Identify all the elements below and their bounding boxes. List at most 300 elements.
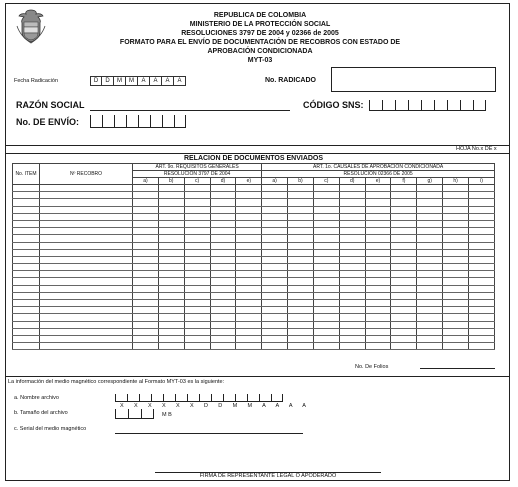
- table-cell[interactable]: [184, 213, 210, 220]
- table-cell[interactable]: [210, 264, 236, 271]
- table-cell[interactable]: [288, 278, 314, 285]
- table-cell[interactable]: [262, 264, 288, 271]
- table-cell[interactable]: [339, 199, 365, 206]
- table-cell[interactable]: [468, 328, 494, 335]
- table-cell[interactable]: [339, 185, 365, 192]
- table-cell[interactable]: [40, 335, 133, 342]
- table-cell[interactable]: [288, 213, 314, 220]
- table-cell[interactable]: [262, 249, 288, 256]
- table-cell[interactable]: [13, 228, 40, 235]
- table-cell[interactable]: [184, 335, 210, 342]
- table-cell[interactable]: [443, 213, 469, 220]
- table-cell[interactable]: [262, 242, 288, 249]
- table-cell[interactable]: [184, 235, 210, 242]
- table-cell[interactable]: [288, 228, 314, 235]
- table-cell[interactable]: [365, 213, 391, 220]
- table-cell[interactable]: [391, 256, 417, 263]
- table-cell[interactable]: [262, 228, 288, 235]
- table-cell[interactable]: [417, 343, 443, 350]
- table-cell[interactable]: [313, 278, 339, 285]
- table-cell[interactable]: [13, 321, 40, 328]
- table-cell[interactable]: [13, 206, 40, 213]
- table-cell[interactable]: [184, 228, 210, 235]
- table-cell[interactable]: [40, 242, 133, 249]
- table-cell[interactable]: [443, 292, 469, 299]
- table-cell[interactable]: [443, 228, 469, 235]
- table-cell[interactable]: [313, 242, 339, 249]
- table-cell[interactable]: [210, 300, 236, 307]
- table-cell[interactable]: [262, 199, 288, 206]
- table-cell[interactable]: [468, 242, 494, 249]
- table-cell[interactable]: [210, 235, 236, 242]
- table-cell[interactable]: [210, 228, 236, 235]
- table-cell[interactable]: [13, 264, 40, 271]
- table-cell[interactable]: [40, 235, 133, 242]
- table-cell[interactable]: [13, 285, 40, 292]
- table-cell[interactable]: [40, 192, 133, 199]
- table-cell[interactable]: [313, 249, 339, 256]
- table-cell[interactable]: [158, 199, 184, 206]
- table-cell[interactable]: [417, 314, 443, 321]
- table-cell[interactable]: [417, 264, 443, 271]
- table-cell[interactable]: [391, 271, 417, 278]
- table-cell[interactable]: [288, 343, 314, 350]
- table-cell[interactable]: [313, 335, 339, 342]
- table-cell[interactable]: [236, 321, 262, 328]
- table-cell[interactable]: [443, 335, 469, 342]
- table-cell[interactable]: [184, 328, 210, 335]
- table-cell[interactable]: [133, 192, 159, 199]
- table-cell[interactable]: [288, 307, 314, 314]
- table-cell[interactable]: [288, 206, 314, 213]
- table-cell[interactable]: [133, 314, 159, 321]
- table-cell[interactable]: [133, 220, 159, 227]
- table-cell[interactable]: [13, 300, 40, 307]
- table-cell[interactable]: [288, 285, 314, 292]
- table-cell[interactable]: [262, 256, 288, 263]
- table-cell[interactable]: [210, 220, 236, 227]
- table-cell[interactable]: [133, 185, 159, 192]
- table-cell[interactable]: [262, 285, 288, 292]
- table-cell[interactable]: [313, 213, 339, 220]
- table-cell[interactable]: [210, 321, 236, 328]
- table-cell[interactable]: [391, 264, 417, 271]
- table-cell[interactable]: [40, 228, 133, 235]
- table-cell[interactable]: [288, 199, 314, 206]
- table-cell[interactable]: [417, 321, 443, 328]
- table-cell[interactable]: [365, 335, 391, 342]
- table-cell[interactable]: [391, 192, 417, 199]
- table-cell[interactable]: [468, 199, 494, 206]
- table-cell[interactable]: [210, 335, 236, 342]
- table-cell[interactable]: [236, 249, 262, 256]
- table-cell[interactable]: [443, 199, 469, 206]
- table-cell[interactable]: [40, 307, 133, 314]
- table-cell[interactable]: [236, 328, 262, 335]
- table-cell[interactable]: [133, 235, 159, 242]
- table-cell[interactable]: [40, 328, 133, 335]
- table-cell[interactable]: [288, 185, 314, 192]
- table-cell[interactable]: [133, 228, 159, 235]
- table-cell[interactable]: [391, 285, 417, 292]
- table-cell[interactable]: [262, 213, 288, 220]
- table-cell[interactable]: [417, 300, 443, 307]
- table-cell[interactable]: [288, 271, 314, 278]
- table-cell[interactable]: [339, 249, 365, 256]
- table-cell[interactable]: [40, 292, 133, 299]
- table-cell[interactable]: [158, 220, 184, 227]
- table-cell[interactable]: [158, 235, 184, 242]
- table-cell[interactable]: [443, 278, 469, 285]
- table-cell[interactable]: [391, 328, 417, 335]
- table-cell[interactable]: [210, 242, 236, 249]
- table-cell[interactable]: [365, 321, 391, 328]
- table-cell[interactable]: [236, 185, 262, 192]
- table-cell[interactable]: [313, 199, 339, 206]
- table-cell[interactable]: [313, 220, 339, 227]
- table-cell[interactable]: [391, 213, 417, 220]
- nombre-archivo-field[interactable]: [115, 394, 283, 402]
- table-cell[interactable]: [236, 264, 262, 271]
- table-cell[interactable]: [417, 335, 443, 342]
- table-cell[interactable]: [391, 300, 417, 307]
- table-cell[interactable]: [210, 278, 236, 285]
- table-cell[interactable]: [468, 321, 494, 328]
- table-cell[interactable]: [313, 321, 339, 328]
- table-cell[interactable]: [417, 285, 443, 292]
- table-cell[interactable]: [13, 328, 40, 335]
- table-cell[interactable]: [13, 192, 40, 199]
- table-cell[interactable]: [339, 278, 365, 285]
- table-cell[interactable]: [417, 328, 443, 335]
- table-cell[interactable]: [313, 228, 339, 235]
- table-cell[interactable]: [184, 192, 210, 199]
- table-cell[interactable]: [288, 321, 314, 328]
- table-cell[interactable]: [236, 271, 262, 278]
- table-cell[interactable]: [13, 307, 40, 314]
- table-cell[interactable]: [313, 285, 339, 292]
- table-cell[interactable]: [417, 185, 443, 192]
- table-cell[interactable]: [133, 307, 159, 314]
- table-cell[interactable]: [13, 278, 40, 285]
- table-cell[interactable]: [158, 300, 184, 307]
- table-cell[interactable]: [262, 271, 288, 278]
- table-cell[interactable]: [443, 206, 469, 213]
- table-cell[interactable]: [365, 249, 391, 256]
- table-cell[interactable]: [443, 307, 469, 314]
- table-cell[interactable]: [236, 300, 262, 307]
- table-cell[interactable]: [365, 185, 391, 192]
- table-cell[interactable]: [313, 328, 339, 335]
- table-cell[interactable]: [262, 220, 288, 227]
- table-cell[interactable]: [133, 278, 159, 285]
- table-cell[interactable]: [313, 264, 339, 271]
- table-cell[interactable]: [236, 235, 262, 242]
- table-cell[interactable]: [262, 206, 288, 213]
- table-cell[interactable]: [184, 292, 210, 299]
- table-cell[interactable]: [184, 278, 210, 285]
- table-cell[interactable]: [133, 292, 159, 299]
- table-cell[interactable]: [184, 271, 210, 278]
- table-cell[interactable]: [210, 192, 236, 199]
- table-cell[interactable]: [262, 307, 288, 314]
- table-cell[interactable]: [339, 300, 365, 307]
- table-cell[interactable]: [417, 228, 443, 235]
- table-cell[interactable]: [40, 278, 133, 285]
- table-cell[interactable]: [313, 300, 339, 307]
- table-cell[interactable]: [133, 271, 159, 278]
- table-cell[interactable]: [339, 220, 365, 227]
- table-cell[interactable]: [365, 220, 391, 227]
- table-cell[interactable]: [365, 242, 391, 249]
- table-cell[interactable]: [158, 292, 184, 299]
- table-cell[interactable]: [365, 314, 391, 321]
- table-cell[interactable]: [443, 185, 469, 192]
- table-cell[interactable]: [365, 285, 391, 292]
- table-cell[interactable]: [365, 235, 391, 242]
- table-cell[interactable]: [133, 321, 159, 328]
- table-cell[interactable]: [443, 264, 469, 271]
- table-cell[interactable]: [468, 264, 494, 271]
- table-cell[interactable]: [468, 292, 494, 299]
- table-cell[interactable]: [236, 314, 262, 321]
- table-cell[interactable]: [443, 314, 469, 321]
- table-cell[interactable]: [288, 328, 314, 335]
- table-cell[interactable]: [313, 206, 339, 213]
- table-cell[interactable]: [210, 199, 236, 206]
- table-cell[interactable]: [288, 242, 314, 249]
- no-envio-field[interactable]: [90, 115, 186, 128]
- table-cell[interactable]: [365, 343, 391, 350]
- table-cell[interactable]: [262, 185, 288, 192]
- table-cell[interactable]: [133, 199, 159, 206]
- table-cell[interactable]: [13, 185, 40, 192]
- table-cell[interactable]: [133, 285, 159, 292]
- table-cell[interactable]: [443, 256, 469, 263]
- table-cell[interactable]: [417, 192, 443, 199]
- table-cell[interactable]: [417, 256, 443, 263]
- table-cell[interactable]: [40, 185, 133, 192]
- table-cell[interactable]: [262, 192, 288, 199]
- table-cell[interactable]: [443, 285, 469, 292]
- table-cell[interactable]: [468, 256, 494, 263]
- table-cell[interactable]: [158, 213, 184, 220]
- table-cell[interactable]: [210, 256, 236, 263]
- table-cell[interactable]: [184, 343, 210, 350]
- table-cell[interactable]: [133, 242, 159, 249]
- table-cell[interactable]: [391, 307, 417, 314]
- table-cell[interactable]: [443, 249, 469, 256]
- table-cell[interactable]: [417, 220, 443, 227]
- table-cell[interactable]: [468, 249, 494, 256]
- table-cell[interactable]: [158, 314, 184, 321]
- table-cell[interactable]: [210, 249, 236, 256]
- table-cell[interactable]: [417, 213, 443, 220]
- table-cell[interactable]: [262, 343, 288, 350]
- table-cell[interactable]: [184, 321, 210, 328]
- table-cell[interactable]: [443, 192, 469, 199]
- table-cell[interactable]: [40, 321, 133, 328]
- table-cell[interactable]: [13, 249, 40, 256]
- table-cell[interactable]: [417, 249, 443, 256]
- table-cell[interactable]: [184, 249, 210, 256]
- table-cell[interactable]: [391, 185, 417, 192]
- table-cell[interactable]: [262, 278, 288, 285]
- table-cell[interactable]: [184, 307, 210, 314]
- table-cell[interactable]: [417, 271, 443, 278]
- table-cell[interactable]: [210, 271, 236, 278]
- table-cell[interactable]: [288, 314, 314, 321]
- table-cell[interactable]: [288, 220, 314, 227]
- table-cell[interactable]: [13, 271, 40, 278]
- table-cell[interactable]: [288, 249, 314, 256]
- table-cell[interactable]: [236, 278, 262, 285]
- table-cell[interactable]: [40, 206, 133, 213]
- table-cell[interactable]: [391, 199, 417, 206]
- table-cell[interactable]: [40, 300, 133, 307]
- table-cell[interactable]: [468, 213, 494, 220]
- table-cell[interactable]: [236, 213, 262, 220]
- table-cell[interactable]: [13, 199, 40, 206]
- no-radicado-field[interactable]: [331, 67, 496, 92]
- tamano-archivo-field[interactable]: [115, 409, 154, 419]
- table-cell[interactable]: [184, 185, 210, 192]
- table-cell[interactable]: [443, 235, 469, 242]
- table-cell[interactable]: [468, 343, 494, 350]
- table-cell[interactable]: [391, 220, 417, 227]
- table-cell[interactable]: [313, 292, 339, 299]
- table-cell[interactable]: [468, 307, 494, 314]
- table-cell[interactable]: [133, 264, 159, 271]
- table-cell[interactable]: [184, 314, 210, 321]
- table-cell[interactable]: [40, 256, 133, 263]
- table-cell[interactable]: [339, 242, 365, 249]
- table-cell[interactable]: [13, 343, 40, 350]
- table-cell[interactable]: [417, 235, 443, 242]
- table-cell[interactable]: [365, 328, 391, 335]
- table-cell[interactable]: [339, 285, 365, 292]
- table-cell[interactable]: [339, 206, 365, 213]
- table-cell[interactable]: [158, 278, 184, 285]
- table-cell[interactable]: [339, 192, 365, 199]
- table-cell[interactable]: [313, 307, 339, 314]
- table-cell[interactable]: [158, 264, 184, 271]
- table-cell[interactable]: [40, 249, 133, 256]
- codigo-sns-field[interactable]: [369, 100, 486, 111]
- table-cell[interactable]: [365, 192, 391, 199]
- table-cell[interactable]: [365, 199, 391, 206]
- table-cell[interactable]: [313, 343, 339, 350]
- table-cell[interactable]: [468, 278, 494, 285]
- table-cell[interactable]: [288, 264, 314, 271]
- table-cell[interactable]: [365, 256, 391, 263]
- table-cell[interactable]: [158, 206, 184, 213]
- table-cell[interactable]: [262, 321, 288, 328]
- table-cell[interactable]: [13, 256, 40, 263]
- table-cell[interactable]: [468, 314, 494, 321]
- table-cell[interactable]: [13, 292, 40, 299]
- table-cell[interactable]: [133, 213, 159, 220]
- table-cell[interactable]: [158, 242, 184, 249]
- table-cell[interactable]: [158, 185, 184, 192]
- table-cell[interactable]: [133, 206, 159, 213]
- table-cell[interactable]: [40, 199, 133, 206]
- table-cell[interactable]: [468, 271, 494, 278]
- table-cell[interactable]: [236, 199, 262, 206]
- folios-field[interactable]: [420, 368, 495, 369]
- table-cell[interactable]: [365, 300, 391, 307]
- table-cell[interactable]: [13, 220, 40, 227]
- table-cell[interactable]: [13, 235, 40, 242]
- table-cell[interactable]: [443, 343, 469, 350]
- table-cell[interactable]: [288, 335, 314, 342]
- table-cell[interactable]: [40, 314, 133, 321]
- table-cell[interactable]: [365, 206, 391, 213]
- table-cell[interactable]: [443, 220, 469, 227]
- table-cell[interactable]: [468, 206, 494, 213]
- table-cell[interactable]: [184, 285, 210, 292]
- table-cell[interactable]: [417, 278, 443, 285]
- table-cell[interactable]: [365, 264, 391, 271]
- table-cell[interactable]: [40, 285, 133, 292]
- table-cell[interactable]: [365, 228, 391, 235]
- table-cell[interactable]: [443, 328, 469, 335]
- table-cell[interactable]: [40, 343, 133, 350]
- serial-medio-field[interactable]: [115, 433, 303, 434]
- table-cell[interactable]: [158, 343, 184, 350]
- table-cell[interactable]: [443, 242, 469, 249]
- table-cell[interactable]: [391, 314, 417, 321]
- table-cell[interactable]: [339, 343, 365, 350]
- table-cell[interactable]: [158, 249, 184, 256]
- table-cell[interactable]: [313, 256, 339, 263]
- table-cell[interactable]: [236, 242, 262, 249]
- table-cell[interactable]: [210, 292, 236, 299]
- table-cell[interactable]: [158, 192, 184, 199]
- table-cell[interactable]: [262, 300, 288, 307]
- table-cell[interactable]: [339, 314, 365, 321]
- table-cell[interactable]: [158, 321, 184, 328]
- table-cell[interactable]: [339, 271, 365, 278]
- table-cell[interactable]: [236, 256, 262, 263]
- table-cell[interactable]: [391, 343, 417, 350]
- table-cell[interactable]: [339, 321, 365, 328]
- table-cell[interactable]: [236, 335, 262, 342]
- table-cell[interactable]: [313, 271, 339, 278]
- table-cell[interactable]: [158, 335, 184, 342]
- table-cell[interactable]: [210, 343, 236, 350]
- table-cell[interactable]: [158, 285, 184, 292]
- table-cell[interactable]: [236, 343, 262, 350]
- table-cell[interactable]: [133, 328, 159, 335]
- table-cell[interactable]: [339, 235, 365, 242]
- table-cell[interactable]: [210, 314, 236, 321]
- table-cell[interactable]: [391, 249, 417, 256]
- table-cell[interactable]: [158, 307, 184, 314]
- table-cell[interactable]: [236, 307, 262, 314]
- table-cell[interactable]: [13, 213, 40, 220]
- table-cell[interactable]: [417, 292, 443, 299]
- table-cell[interactable]: [236, 285, 262, 292]
- table-cell[interactable]: [313, 235, 339, 242]
- table-cell[interactable]: [158, 228, 184, 235]
- table-cell[interactable]: [236, 292, 262, 299]
- table-cell[interactable]: [288, 235, 314, 242]
- table-cell[interactable]: [288, 300, 314, 307]
- table-cell[interactable]: [468, 335, 494, 342]
- table-cell[interactable]: [391, 228, 417, 235]
- table-cell[interactable]: [262, 328, 288, 335]
